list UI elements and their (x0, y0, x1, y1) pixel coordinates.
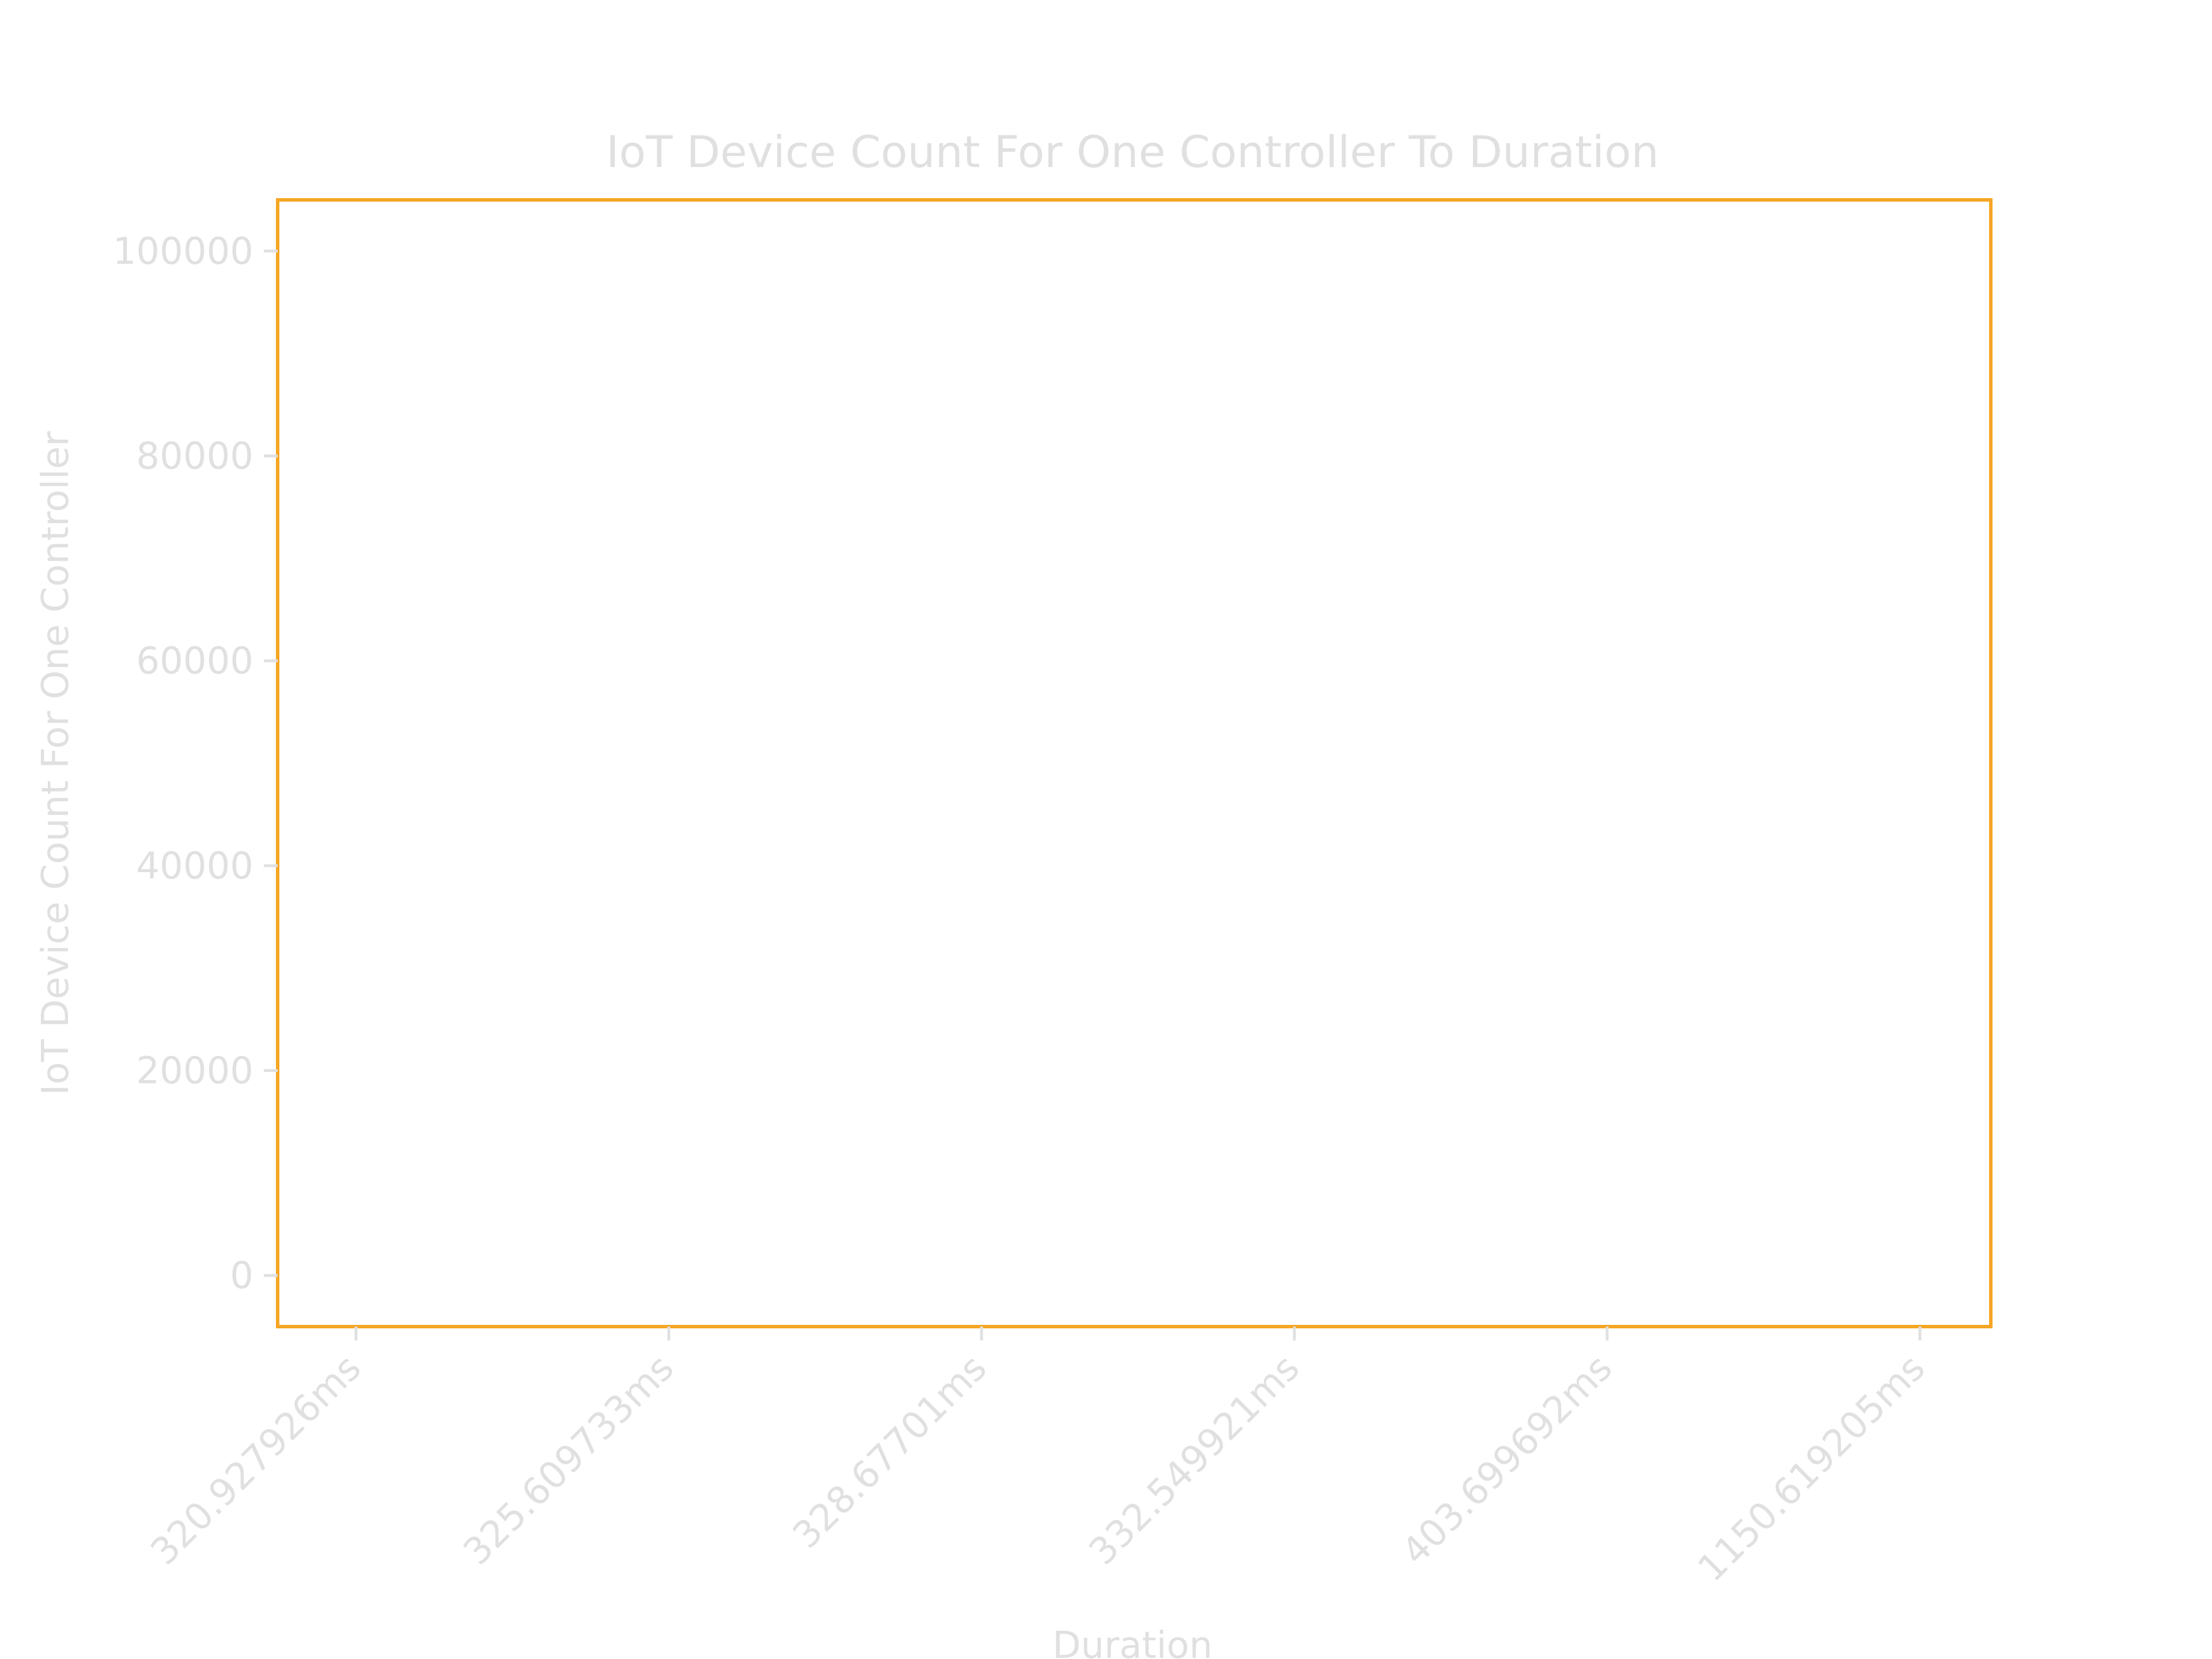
x-tick-label: 325.609733ms (455, 1346, 683, 1574)
y-tick-label: 60000 (136, 640, 253, 683)
y-axis-label: IoT Device Count For One Controller (35, 431, 77, 1096)
x-axis-label: Duration (1052, 1624, 1213, 1659)
y-tick-label: 100000 (112, 230, 253, 273)
x-tick-label: 1150.619205ms (1690, 1346, 1934, 1590)
y-tick-label: 40000 (136, 844, 253, 888)
y-tick-label: 80000 (136, 435, 253, 478)
x-tick-label: 320.927926ms (142, 1346, 370, 1574)
chart-title: IoT Device Count For One Controller To Duration (606, 126, 1659, 177)
x-tick-label: 403.699692ms (1393, 1346, 1621, 1574)
y-tick-label: 0 (230, 1255, 253, 1298)
plot-area (278, 200, 1991, 1327)
y-axis (113, 230, 278, 1297)
y-tick-label: 20000 (136, 1050, 253, 1093)
x-axis (143, 1327, 1934, 1590)
x-tick-label: 332.549921ms (1081, 1346, 1308, 1574)
x-tick-label: 328.67701ms (785, 1346, 995, 1557)
